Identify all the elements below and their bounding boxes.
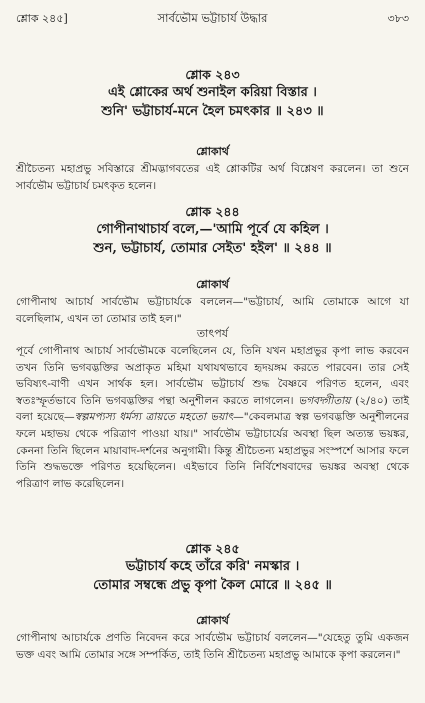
verse-line: এই শ্লোকের অর্থ শুনাইল করিয়া বিস্তার । xyxy=(108,85,317,100)
page-header xyxy=(16,8,409,30)
verse-line: গোপীনাথাচার্য বলে,—'আমি পূর্বে যে কহিল । xyxy=(96,222,329,237)
purport-text xyxy=(16,343,409,492)
verse-line: শুন, ভট্টাচার্য, তোমার সেইত' হইল' ॥ ২৪৪ ॥ xyxy=(93,241,332,256)
verse-title: শ্লোক ২৪৫ xyxy=(185,541,240,556)
verse-245 xyxy=(16,540,409,595)
purport-segment: পূর্বে গোপীনাথ আচার্য সার্বভৌমকে বলেছিলেন যে, তিনি যখন মহাপ্রভুর কৃপা লাভ করবেন তখন তিনি ভগবদ্ভক্তির অপ্রাকৃত মহিমা যথাযথভাবে হৃদয়ঙ্গম করতে পারবেন। তার সেই ভবিষ্যৎ-বাণী এখন সার্থক হল। সার্বভৌম ভট্টাচার্য শুদ্ধ বৈষ্ণবে পরিণত হলেন, এবং স্বতঃস্ফূর্তভাবে তিনি ভগবদ্ভক্তির পন্থা অনুশীলন করতে লাগলেন। xyxy=(16,345,409,407)
translation-245 xyxy=(16,611,409,663)
verse-line: তোমার সম্বন্ধে প্রভু কৃপা কৈল মোরে ॥ ২৪৫ ॥ xyxy=(93,578,332,593)
purport-segment: —"কেবলমাত্র স্বল্প ভগবদ্ভক্তি অনুশীলনের ফলে মহাভয় থেকে পরিত্রাণ পাওয়া যায়।" সার্বভৌম ভট্টাচার্যের অবস্থা ছিল অত্যন্ত ভয়ঙ্কর, কেননা তিনি ছিলেন মায়াবাদ-দর্শনের অনুগামী। কিন্তু শ্রীচৈতন্য মহাপ্রভুর সংস্পর্শে আসার ফলে তিনি শুদ্ধভক্তে পরিণত হয়েছিলেন। এইভাবে তিনি নির্বিশেষবাদের ভয়ঙ্কর অবস্থা থেকে পরিত্রাণ লাভ করেছিলেন। xyxy=(16,411,410,490)
verse-243 xyxy=(16,66,409,121)
verse-244 xyxy=(16,203,409,258)
scripture-reference: ভগবদ্গীতায় xyxy=(298,394,351,407)
translation-label: শ্লোকার্থ xyxy=(196,278,229,291)
verse-title: শ্লোক ২৪৩ xyxy=(185,67,240,82)
translation-243 xyxy=(16,142,409,194)
sanskrit-quote: স্বল্পমপ্যস্য ধর্মস্য ত্রায়তে মহতো ভয়াৎ xyxy=(74,411,234,424)
header-chapter-title: সার্বভৌম ভট্টাচার্য উদ্ধার xyxy=(157,10,268,25)
verse-line: শুনি' ভট্টাচার্য-মনে হৈল চমৎকার ॥ ২৪৩ ॥ xyxy=(101,104,324,119)
translation-label: শ্লোকার্থ xyxy=(196,145,229,158)
translation-text: গোপীনাথ আচার্য সার্বভৌম ভট্টাচার্যকে বললেন—"ভট্টাচার্য, আমি তোমাকে আগে যা বলেছিলাম, এখন তা তোমার তাই হল।" xyxy=(16,296,409,325)
header-verse-ref: শ্লোক ২৪৫] xyxy=(16,11,68,25)
page-number: ৩৮৩ xyxy=(387,11,409,25)
translation-text: গোপীনাথ আচার্যকে প্রণতি নিবেদন করে সার্বভৌম ভট্টাচার্য বললেন—"যেহেতু তুমি একজন ভক্ত এবং আমি তোমার সঙ্গে সম্পর্কিত, তাই তিনি শ্রীচৈতন্য মহাপ্রভু আমাকে কৃপা করলেন।" xyxy=(16,632,409,661)
translation-244 xyxy=(16,275,409,327)
purport-244 xyxy=(16,324,409,492)
translation-label: শ্লোকার্থ xyxy=(196,614,229,627)
translation-text: শ্রীচৈতন্য মহাপ্রভু সবিস্তারে শ্রীমদ্ভাগবতের এই শ্লোকটির অর্থ বিশ্লেষণ করলেন। তা শুনে সার্বভৌম ভট্টাচার্য চমৎকৃত হলেন। xyxy=(16,163,409,192)
verse-line: ভট্টাচার্য কহে তাঁরে করি' নমস্কার । xyxy=(125,559,300,574)
verse-title: শ্লোক ২৪৪ xyxy=(185,204,240,219)
purport-segment: (২/৪০) তাই বলা হয়েছে— xyxy=(16,394,409,424)
purport-label: তাৎপর্য xyxy=(196,327,229,340)
